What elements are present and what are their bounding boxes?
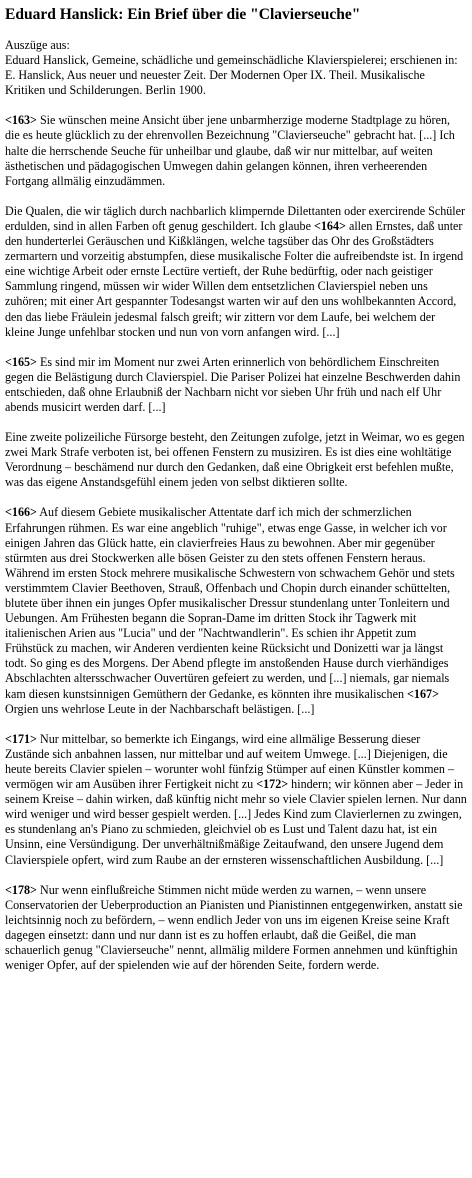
page-marker: <171> xyxy=(5,731,37,746)
excerpt-paragraph xyxy=(5,732,467,868)
paragraph-text: Nur mittelbar, so bemerkte ich Eingangs, wird eine allmälige Besserung dieser Zustände sich anbahnen lassen, nur mittelbar und auf weitem Umwege. [...] Diejenigen, die heute bereits Clavier spielen – worunter wohl fünfzig Stümper auf einen Künstler kommen – vermögen wir am Ausüben ihrer Fertigkeit nicht zu xyxy=(5,731,455,792)
paragraph-text: hindern; wir können aber – Jeder in seinem Kreise – dahin wirken, daß künftig nicht mehr so viele Clavier spielen lernen. Nur dann wird weniger und wird besser gespielt werden. [...] Jedes Kind zum Clavierlernen zu zwingen, es stundenlang an's Piano zu schmieden, gleichviel ob es Lust und Talent dazu hat, ist ein Unsinn, eine Versündigung. Der unverhältnißmäßige Zeitaufwand, den unsere Jugend dem Clavierspiele opfert, wird zum Raube an der ernsteren wissenschaftlichen Ausbildung. [...] xyxy=(5,777,467,867)
page-marker: <163> xyxy=(5,113,37,128)
excerpt-paragraph xyxy=(5,430,467,490)
source-intro: Auszüge aus: xyxy=(5,38,70,52)
paragraph-text: Es sind mir im Moment nur zwei Arten erinnerlich von behördlichem Einschreiten gegen die Belästigung durch Clavierspiel. Die Pariser Polizei hat einzelne Beschwerden dahin entschieden, daß ohne Erlaubniß der Nachbarn nicht vor sieben Uhr früh und nach elf Uhr abends musicirt werden darf. [...] xyxy=(5,354,461,414)
page-marker: <166> xyxy=(5,505,37,520)
paragraph-text: Die Qualen, die wir täglich durch nachbarlich klimpernde Dilettanten oder exercirende Schüler erdulden, sind in allen Farben oft genug geschildert. Ich glaube xyxy=(5,203,466,233)
document-title: Eduard Hanslick: Ein Brief über die "Clavierseuche" xyxy=(5,6,361,23)
paragraph-text: allen Ernstes, daß unter den hunderterlei Geräuschen und Kißklängen, welche tagsüber das Ohr des Großstädters zermartern und vorzeitig abstumpfen, diese musikalische Folter die aufreibendste ist. In irgend eine wichtige Arbeit oder ernste Lectüre vertieft, der Ruhe bedürftig, oder nach geistiger Sammlung ringend, müssen wir wider Willen dem entsetzlichen Clavierspiel neben uns zuhören; mit einer Art gespannter Todesangst warten wir auf den uns wohlbekannten Accord, den das liebe Fräulein jedesmal falsch greift; wir zittern vor dem Laufe, bei welchem der kleine Junge unfehlbar stocken und nun von vorn anfangen wird. [...] xyxy=(5,218,464,339)
page-marker: <172> xyxy=(256,777,289,792)
page-marker: <167> xyxy=(407,686,439,701)
source-citation xyxy=(5,38,467,98)
excerpt-body xyxy=(5,113,467,973)
excerpt-paragraph xyxy=(5,113,467,188)
paragraph-text: Nur wenn einflußreiche Stimmen nicht müde werden zu warnen, – wenn unsere Conservatorien der Ueberproduction an Pianisten und Pianistinnen entgegenwirken, anstatt sie leichtsinnig noch zu befördern, – wenn endlich Jeder von uns im eigenen Kreise seine Kraft dagegen einsetzt: dann und nur dann ist es zu hoffen erlaubt, daß die Geißel, die man schauerlich genug "Clavierseuche" nennt, allmälig mildere Formen annehmen und künftighin weniger Opfer, auf der spielenden wie auf der hörenden Seite, fordern werde. xyxy=(5,882,463,973)
paragraph-text: Eine zweite polizeiliche Fürsorge besteht, den Zeitungen zufolge, jetzt in Weimar, wo es gegen zwei Mark Strafe verboten ist, bei offenen Fenstern zu musiziren. Es ist dies eine wohltätige Verordnung – beschämend nur durch den Gedanken, daß eine Obrigkeit erst befehlen mußte, was das eigene Anstandsgefühl einem jeden von selbst diktieren sollte. xyxy=(5,430,465,490)
page-marker: <164> xyxy=(313,218,346,233)
excerpt-paragraph xyxy=(5,883,467,974)
paragraph-text: Auf diesem Gebiete musikalischer Attentate darf ich mich der schmerzlichen Erfahrungen rühmen. Es war eine angeblich "ruhige", etwas enge Gasse, in welcher ich vor einigen Jahren das Glück hatte, ein clavierfreies Haus zu bewohnen. Aber mir gegenüber stürmten aus drei Stockwerken alle bösen Geister zu den stets offenen Fenstern heraus. Während im ersten Stock mehrere musikalische Schwestern von schwachem Gehör und stets verstimmtem Clavier Beethoven, Strauß, Offenbach und Chopin durch einander schüttelten, blutete über ihnen ein junges Opfer musikalischer Dressur stundenlang unter Tonleitern und Uebungen. Am Frühesten begann die Sopran-Dame im dritten Stock ihr Tagwerk mit italienischen Arien aus "Lucia" und der "Nachtwandlerin". Es schien ihr Appetit zum Frühstück zu machen, wir Anderen verdienten keine Rücksicht und Donizetti war ja längst todt. So ging es des Morgens. Der Abend pflegte im anstoßenden Hause durch vierhändiges Abschlachten altersschwacher Ouvertüren gefeiert zu werden, und [...] niemals, gar niemals kam diesen kunstsinnigen Gemüthern der Gedanke, es könnten ihre musikalischen xyxy=(5,505,455,701)
paragraph-text: Sie wünschen meine Ansicht über jene unbarmherzige moderne Stadtplage zu hören, die es heute glücklich zu der ehrenvollen Bezeichnung "Clavierseuche" gebracht hat. [...] Ich halte die herrschende Seuche für unheilbar und glaube, daß wir nur mittelbar, auf weiten ästhetischen und pädagogischen Umwegen dahin gelangen können, ihren verheerenden Fortgang allmälig einzudämmen. xyxy=(5,113,455,188)
source-reference: Eduard Hanslick, Gemeine, schädliche und gemeinschädliche Klavierspielerei; erschienen in: E. Hanslick, Aus neuer und neuester Zeit. Der Modernen Oper IX. Theil. Musikalische Kritiken und Schilderungen. Berlin 1900. xyxy=(5,53,458,98)
excerpt-paragraph xyxy=(5,204,467,340)
page-marker: <178> xyxy=(5,882,37,897)
excerpt-paragraph xyxy=(5,505,467,716)
page-marker: <165> xyxy=(5,354,37,369)
excerpt-paragraph xyxy=(5,355,467,415)
paragraph-text: Orgien uns wehrlose Leute in der Nachbarschaft belästigen. [...] xyxy=(5,701,315,716)
